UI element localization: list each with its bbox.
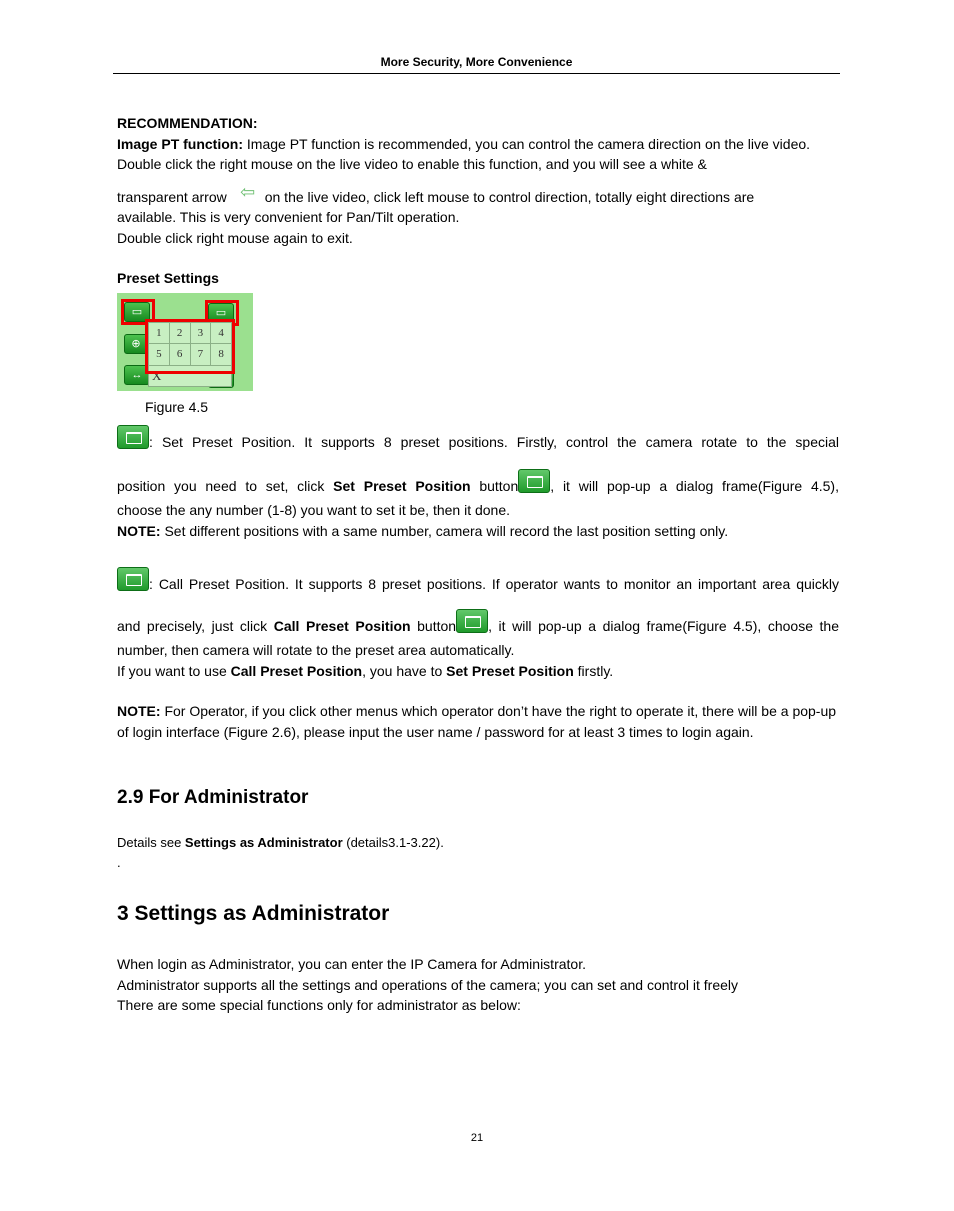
pt-text-3: available. This is very convenient for Pan/Tilt operation.	[117, 209, 460, 225]
preset-figure	[117, 293, 253, 391]
set-preset-icon	[518, 469, 550, 493]
pt-text-1: Image PT function is recommended, you can control the camera direction on the live video. Double click the right mouse on the live video to enable this function, and you will see a white &	[117, 135, 811, 172]
set-preset-icon: ▭	[124, 302, 150, 322]
set-preset-line-1: : Set Preset Position. It supports 8 preset positions. Firstly, control the camera rotate to the special	[117, 425, 839, 453]
call-preset-icon	[456, 609, 488, 633]
arrow-icon: ⇦	[240, 181, 256, 202]
call-preset-icon: ▭	[208, 303, 234, 323]
note-operator-paragraph: NOTE: For Operator, if you click other menus which operator don’t have the right to operate it, there will be a pop-up of login interface (Figure 2.6), please input the user name / password for at least 3 times to login again.	[117, 703, 837, 740]
section-3-line-1: When login as Administrator, you can enter the IP Camera for Administrator.	[117, 956, 586, 972]
section-3-line-2: Administrator supports all the settings and operations of the camera; you can set and control it freely	[117, 976, 738, 993]
page-header: More Security, More Convenience	[380, 55, 573, 69]
set-preset-line-2: position you need to set, click Set Preset Position button , it will pop-up a dialog frame(Figure 4.5),	[117, 469, 839, 497]
preset-cell[interactable]: 2	[169, 322, 190, 344]
left-right-icon: ↔	[124, 365, 150, 385]
section-2-9-dot: .	[117, 855, 121, 870]
preset-cell[interactable]: 3	[190, 322, 211, 344]
call-preset-line-4: If you want to use Call Preset Position, you have to Set Preset Position firstly.	[117, 662, 614, 679]
highlight-box	[145, 319, 235, 374]
pt-text-2b: on the live video, click left mouse to control direction, totally eight directions are	[264, 188, 755, 205]
preset-cell[interactable]: 8	[211, 344, 232, 366]
set-preset-icon	[117, 425, 149, 449]
preset-close[interactable]: X	[149, 365, 232, 387]
call-preset-line-1: : Call Preset Position. It supports 8 preset positions. If operator wants to monitor an important area quickly	[117, 567, 839, 595]
call-preset-line-3: number, then camera will rotate to the preset area automatically.	[117, 642, 515, 658]
call-preset-line-2: and precisely, just click Call Preset Position button , it will pop-up a dialog frame(Figure 4.5), choose the	[117, 609, 839, 637]
pt-label: Image PT function:	[117, 135, 243, 152]
set-preset-line-3: choose the any number (1-8) you want to set it be, then it done.	[117, 502, 511, 518]
section-3-line-3: There are some special functions only for administrator as below:	[117, 997, 521, 1013]
header-rule	[113, 73, 840, 74]
section-2-9-title: 2.9 For Administrator	[117, 787, 309, 808]
section-2-9-text: Details see Settings as Administrator (details3.1-3.22).	[117, 834, 444, 850]
page-content	[117, 113, 839, 1016]
page-number: 21	[470, 1132, 484, 1144]
recommendation-heading: RECOMMENDATION:	[117, 115, 258, 131]
pt-text-4: Double click right mouse again to exit.	[117, 229, 353, 246]
pt-paragraph	[117, 134, 839, 175]
call-preset-icon	[117, 567, 149, 591]
preset-cell[interactable]: 6	[169, 344, 190, 366]
preset-cell[interactable]: 1	[149, 322, 170, 344]
preset-cell[interactable]: 7	[190, 344, 211, 366]
pt-text-2a: transparent arrow	[117, 188, 227, 205]
preset-cell[interactable]: 5	[149, 344, 170, 366]
zoom-icon: ⊕	[124, 334, 148, 354]
section-3-title: 3 Settings as Administrator	[117, 901, 390, 925]
pt-arrow-line	[117, 181, 839, 208]
note-paragraph: NOTE: Set different positions with a same number, camera will record the last position setting only.	[117, 522, 729, 539]
preset-cell[interactable]: 4	[211, 322, 232, 344]
figure-caption: Figure 4.5	[145, 398, 209, 415]
preset-heading: Preset Settings	[117, 270, 219, 286]
